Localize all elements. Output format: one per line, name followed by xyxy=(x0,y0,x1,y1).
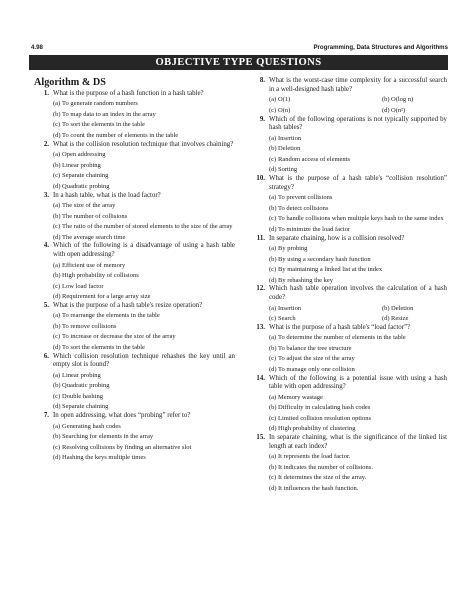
answer-option xyxy=(247,355,447,364)
option-label: (d) xyxy=(382,106,390,114)
option-text: It influences the hash function. xyxy=(278,484,359,492)
option-label: (d) xyxy=(53,454,61,462)
question-number: 15. xyxy=(256,434,265,442)
right-column xyxy=(247,77,447,493)
option-text: It represents the load factor. xyxy=(278,453,351,461)
option-text: It indicates the number of collisions. xyxy=(278,463,373,471)
answer-option xyxy=(31,234,235,243)
option-label: (b) xyxy=(269,255,277,263)
question-block xyxy=(247,77,447,115)
question xyxy=(31,242,235,259)
option-text: Open addressing xyxy=(62,151,106,159)
option-label: (d) xyxy=(53,182,61,190)
question-text: What is the purpose of a hash table's resize operation? xyxy=(53,301,203,309)
option-label: (c) xyxy=(53,443,61,451)
question-number: 3. xyxy=(43,191,49,199)
question xyxy=(247,77,447,94)
answer-option xyxy=(31,272,235,281)
answer-option xyxy=(247,145,447,154)
option-label: (a) xyxy=(53,151,61,159)
option-text: By probing xyxy=(278,245,308,253)
option-label: (b) xyxy=(53,382,61,390)
option-text: By rehashing the key xyxy=(278,276,334,284)
question-text: Which of the following is a disadvantage of using a hash table with open addressing? xyxy=(53,242,235,259)
option-text: Searching for elements in the array xyxy=(62,433,154,441)
question-block xyxy=(247,434,447,493)
question-text: What is the collision resolution technique that involves chaining? xyxy=(53,140,234,148)
question-block xyxy=(247,324,447,375)
question-number: 13. xyxy=(256,323,265,331)
option-label: (a) xyxy=(269,96,277,104)
answer-option xyxy=(31,323,235,332)
answer-option xyxy=(31,283,235,292)
option-label: (c) xyxy=(269,414,277,422)
answer-option xyxy=(31,454,235,463)
answer-option xyxy=(247,345,447,354)
question-text: What is the purpose of a hash table's “load factor”? xyxy=(269,323,411,331)
answer-option xyxy=(360,305,472,314)
question-block xyxy=(247,285,447,323)
option-label: (b) xyxy=(53,110,61,118)
answer-option xyxy=(31,121,235,130)
option-label: (c) xyxy=(269,314,277,322)
option-text: It determines the size of the array. xyxy=(278,474,367,482)
question-number: 4. xyxy=(43,242,49,250)
option-label: (c) xyxy=(269,215,277,223)
question-text: Which hash table operation involves the calculation of a hash code? xyxy=(269,285,447,302)
option-text: To determine the number of elements in the table xyxy=(278,334,406,342)
question-text: What is the worst-case time complexity for a successful search in a well-designed hash table? xyxy=(269,77,447,93)
option-text: Deletion xyxy=(278,145,301,153)
option-text: To detect collisions xyxy=(278,204,329,212)
question xyxy=(247,116,447,133)
option-text: Limited collision resolution options xyxy=(278,414,371,422)
option-text: Hashing the keys multiple times xyxy=(62,454,146,462)
question-block xyxy=(31,353,235,412)
answer-option xyxy=(31,372,235,381)
option-text: Memory wastage xyxy=(278,393,323,401)
answer-option xyxy=(247,226,447,235)
option-text: Insertion xyxy=(278,134,302,142)
question-block xyxy=(247,116,447,175)
option-text: By using a secondary hash function xyxy=(278,255,371,263)
question-number: 9. xyxy=(259,115,265,123)
option-text: By maintaining a linked list at the index xyxy=(278,266,383,274)
option-row xyxy=(247,105,447,115)
option-label: (d) xyxy=(269,166,277,174)
question-number: 6. xyxy=(43,352,49,360)
option-label: (c) xyxy=(269,155,277,163)
answer-option xyxy=(247,425,447,434)
option-label: (b) xyxy=(382,304,390,312)
option-text: The number of collisions xyxy=(62,212,128,220)
question-block xyxy=(31,242,235,301)
answer-option xyxy=(31,312,235,321)
answer-option xyxy=(31,433,235,442)
option-text: Efficient use of memory xyxy=(62,261,126,269)
option-text: To increase or decrease the size of the array xyxy=(62,333,176,341)
answer-option xyxy=(31,183,235,192)
page-number: 4.98 xyxy=(31,44,43,51)
option-text: The size of the array xyxy=(62,202,116,210)
option-text: To count the number of elements in the table xyxy=(62,131,179,139)
question xyxy=(31,302,235,311)
question-text: Which collision resolution technique rehashes the key until an empty slot is found? xyxy=(53,352,235,369)
option-label: (b) xyxy=(53,272,61,280)
option-text: To balance the tree structure xyxy=(278,344,352,352)
option-text: To sort the elements in the table xyxy=(62,343,145,351)
book-title: Programming, Data Structures and Algorithms xyxy=(313,44,448,51)
answer-option xyxy=(31,172,235,181)
left-column xyxy=(31,76,235,463)
option-text: To minimize the load factor xyxy=(278,225,351,233)
answer-option xyxy=(31,100,235,109)
question-number: 5. xyxy=(43,301,49,309)
option-label: (a) xyxy=(53,312,61,320)
answer-option xyxy=(31,223,235,232)
option-text: To map data to an index in the array xyxy=(62,110,156,118)
option-text: To prevent collisions xyxy=(278,194,333,202)
option-text: Requirement for a large array size xyxy=(62,293,151,301)
question xyxy=(247,235,447,244)
option-label: (d) xyxy=(269,425,277,433)
option-text: Resize xyxy=(391,314,409,322)
answer-option xyxy=(247,394,447,403)
option-label: (b) xyxy=(269,145,277,153)
option-text: O(1) xyxy=(278,96,291,104)
option-text: Random access of elements xyxy=(278,155,351,163)
question-text: Which of the following operations is not typically supported by hash tables? xyxy=(269,115,447,132)
option-label: (c) xyxy=(53,282,61,290)
option-label: (d) xyxy=(382,314,390,322)
option-label: (c) xyxy=(53,333,61,341)
option-label: (a) xyxy=(53,371,61,379)
answer-option xyxy=(247,166,447,175)
option-label: (c) xyxy=(53,223,61,231)
answer-option xyxy=(31,382,235,391)
option-text: Insertion xyxy=(278,304,302,312)
answer-option xyxy=(247,404,447,413)
question-block xyxy=(31,141,235,192)
answer-option xyxy=(247,277,447,286)
answer-option xyxy=(31,202,235,211)
option-text: The average search time xyxy=(62,233,126,241)
option-label: (c) xyxy=(269,106,277,114)
option-text: The ratio of the number of stored elements to the size of the array xyxy=(62,223,233,231)
option-text: To sort the elements in the table xyxy=(62,121,145,129)
option-text: To generate random numbers xyxy=(62,100,138,108)
option-label: (a) xyxy=(269,334,277,342)
option-row xyxy=(247,313,447,323)
question-text: What is the purpose of a hash table's “collision resolution” strategy? xyxy=(269,175,447,191)
question-number: 8. xyxy=(259,77,265,85)
answer-option xyxy=(31,333,235,342)
question-number: 12. xyxy=(256,285,265,293)
answer-option xyxy=(247,305,360,314)
option-label: (d) xyxy=(53,343,61,351)
option-label: (d) xyxy=(53,131,61,139)
option-text: O(n) xyxy=(278,106,291,114)
question-text: In separate chaining, how is a collision resolved? xyxy=(269,234,405,242)
option-label: (b) xyxy=(382,96,390,104)
question xyxy=(31,353,235,370)
option-label: (d) xyxy=(269,365,277,373)
question-number: 14. xyxy=(256,374,265,382)
option-label: (c) xyxy=(269,474,277,482)
option-row xyxy=(247,303,447,313)
option-label: (b) xyxy=(269,404,277,412)
option-text: Low load factor xyxy=(62,282,104,290)
option-text: Linear probing xyxy=(62,161,101,169)
option-text: Linear probing xyxy=(62,371,101,379)
answer-option xyxy=(31,162,235,171)
option-label: (d) xyxy=(53,293,61,301)
option-text: Search xyxy=(278,314,296,322)
question xyxy=(247,434,447,451)
question-text: In a hash table, what is the load factor? xyxy=(53,191,161,199)
answer-option xyxy=(31,444,235,453)
answer-option xyxy=(31,111,235,120)
option-text: Quadratic probing xyxy=(62,182,110,190)
question-number: 7. xyxy=(43,412,49,420)
option-text: High probability of collisions xyxy=(62,272,139,280)
answer-option xyxy=(31,423,235,432)
option-text: Separate chaining xyxy=(62,172,109,180)
question-block xyxy=(247,375,447,434)
answer-option xyxy=(247,266,447,275)
question-number: 2. xyxy=(43,140,49,148)
option-text: To manage only one collision xyxy=(278,365,355,373)
question xyxy=(31,141,235,150)
answer-option xyxy=(247,135,447,144)
answer-option xyxy=(360,107,472,116)
option-label: (b) xyxy=(269,463,277,471)
option-label: (a) xyxy=(53,422,61,430)
option-label: (a) xyxy=(269,134,277,142)
option-text: Deletion xyxy=(391,304,414,312)
question-number: 10. xyxy=(256,175,265,183)
option-label: (a) xyxy=(269,453,277,461)
option-label: (d) xyxy=(269,276,277,284)
question-text: What is the purpose of a hash function in a hash table? xyxy=(53,90,204,97)
answer-option xyxy=(247,96,360,105)
answer-option xyxy=(31,132,235,141)
answer-option xyxy=(247,256,447,265)
question-text: Which of the following is a potential issue with using a hash table with open addressing? xyxy=(269,374,447,391)
option-row xyxy=(247,94,447,104)
option-text: To rearrange the elements in the table xyxy=(62,312,160,320)
answer-option xyxy=(360,315,472,324)
option-label: (a) xyxy=(53,261,61,269)
question-text: In separate chaining, what is the significance of the linked list length at each index? xyxy=(269,434,447,450)
answer-option xyxy=(247,215,447,224)
question-block xyxy=(31,192,235,243)
option-label: (b) xyxy=(269,344,277,352)
option-text: Difficulty in calculating hash codes xyxy=(278,404,371,412)
answer-option xyxy=(247,194,447,203)
option-text: Separate chaining xyxy=(62,403,109,411)
answer-option xyxy=(360,96,472,105)
option-label: (a) xyxy=(269,393,277,401)
question-block xyxy=(31,302,235,353)
question xyxy=(247,285,447,302)
option-text: O(n²) xyxy=(391,106,406,114)
answer-option xyxy=(31,403,235,412)
answer-option xyxy=(247,156,447,165)
page-header xyxy=(31,42,448,54)
option-label: (a) xyxy=(269,245,277,253)
answer-option xyxy=(31,293,235,302)
option-text: High probability of clustering xyxy=(278,425,356,433)
section-banner: OBJECTIVE TYPE QUESTIONS xyxy=(29,55,448,70)
question xyxy=(247,175,447,192)
answer-option xyxy=(247,107,360,116)
answer-option xyxy=(247,245,447,254)
answer-option xyxy=(247,205,447,214)
question xyxy=(31,192,235,201)
answer-option xyxy=(247,415,447,424)
answer-option xyxy=(31,151,235,160)
question xyxy=(31,412,235,421)
question-block xyxy=(31,412,235,463)
question-block xyxy=(247,175,447,234)
option-label: (b) xyxy=(269,204,277,212)
answer-option xyxy=(247,453,447,462)
option-label: (c) xyxy=(53,172,61,180)
option-label: (c) xyxy=(269,355,277,363)
question-number: 1. xyxy=(43,90,49,97)
option-text: Generating hash codes xyxy=(62,422,121,430)
option-text: To adjust the size of the array xyxy=(278,355,355,363)
question-list-left xyxy=(31,90,235,463)
option-label: (d) xyxy=(53,403,61,411)
answer-option xyxy=(31,213,235,222)
question-text: In open addressing, what does “probing” refer to? xyxy=(53,412,191,420)
option-label: (b) xyxy=(53,161,61,169)
answer-option xyxy=(31,262,235,271)
option-text: To remove collisions xyxy=(62,322,117,330)
option-label: (c) xyxy=(53,392,61,400)
option-label: (d) xyxy=(269,484,277,492)
option-text: Resolving collisions by finding an alternative slot xyxy=(62,443,192,451)
answer-option xyxy=(31,344,235,353)
option-text: To handle collisions when multiple keys hash to the same index xyxy=(278,215,444,223)
option-text: Sorting xyxy=(278,166,298,174)
option-label: (b) xyxy=(53,212,61,220)
answer-option xyxy=(247,474,447,483)
answer-option xyxy=(247,485,447,494)
option-text: O(log n) xyxy=(391,96,414,104)
option-label: (b) xyxy=(53,433,61,441)
section-heading: Algorithm & DS xyxy=(34,77,106,88)
option-label: (d) xyxy=(269,225,277,233)
question-block xyxy=(31,90,235,141)
option-label: (a) xyxy=(269,194,277,202)
option-label: (b) xyxy=(53,322,61,330)
answer-option xyxy=(247,334,447,343)
option-label: (a) xyxy=(269,304,277,312)
option-label: (a) xyxy=(53,202,61,210)
answer-option xyxy=(247,366,447,375)
option-label: (c) xyxy=(269,266,277,274)
question xyxy=(31,90,235,99)
question xyxy=(247,324,447,333)
answer-option xyxy=(247,464,447,473)
option-label: (d) xyxy=(53,233,61,241)
option-label: (c) xyxy=(53,121,61,129)
question-block xyxy=(247,235,447,286)
option-text: Double hashing xyxy=(62,392,103,400)
answer-option xyxy=(247,315,360,324)
question xyxy=(247,375,447,392)
answer-option xyxy=(31,393,235,402)
option-text: Quadratic probing xyxy=(62,382,110,390)
question-list-right xyxy=(247,77,447,493)
option-label: (a) xyxy=(53,100,61,108)
question-number: 11. xyxy=(256,234,265,242)
